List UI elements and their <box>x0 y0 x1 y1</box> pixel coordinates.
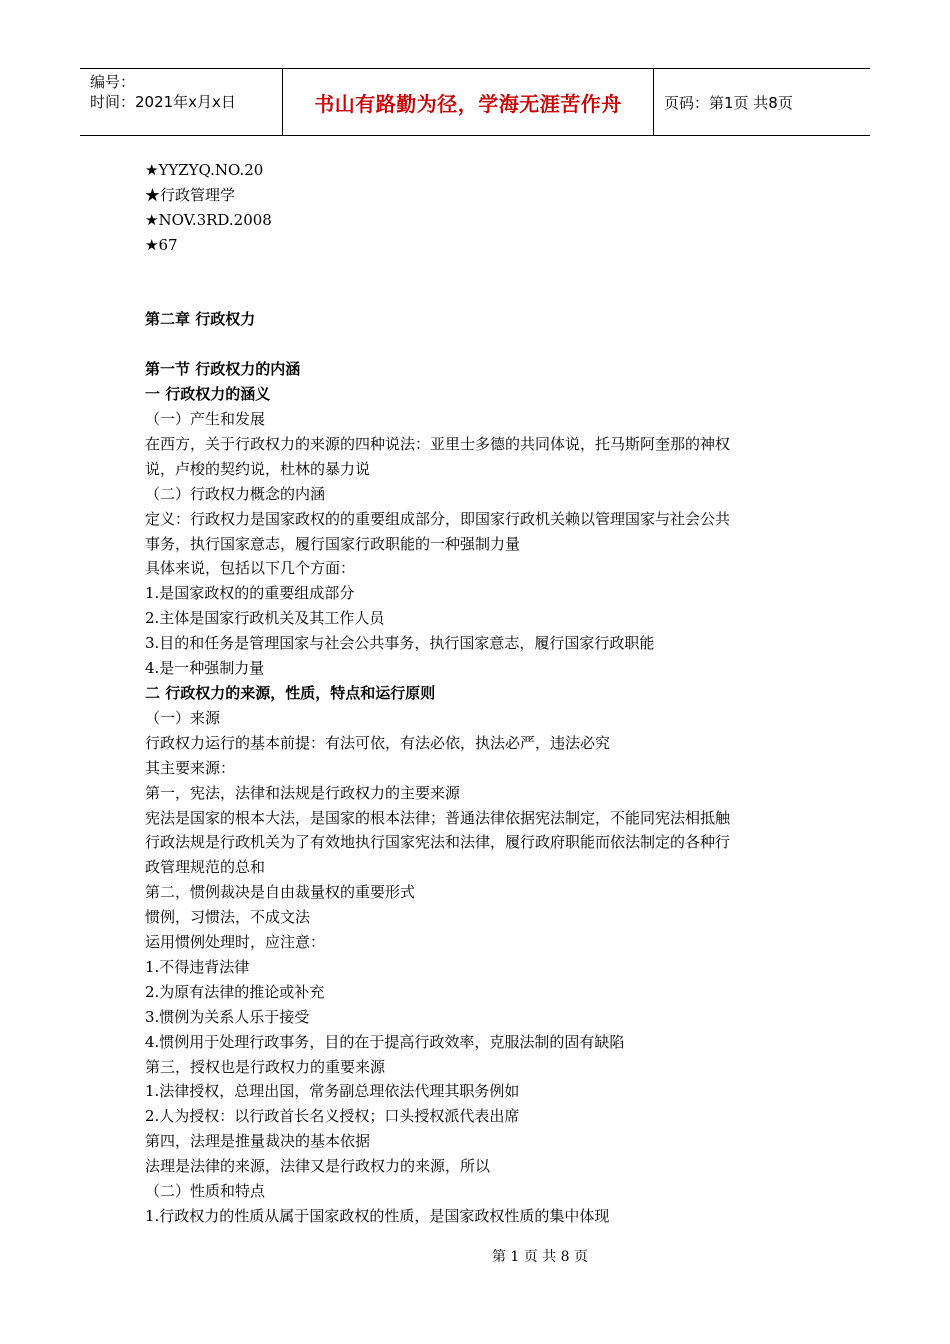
text-line: 1.是国家政权的的重要组成部分 <box>145 584 355 603</box>
header-date-label: 时间：2021年x月x日 <box>90 93 236 111</box>
header-page-label: 页码：第1页 共8页 <box>664 93 793 112</box>
text-line: 1.行政权力的性质从属于国家政权的性质，是国家政权性质的集中体现 <box>145 1207 610 1226</box>
text-line: 法理是法律的来源，法律又是行政权力的来源，所以 <box>145 1157 491 1176</box>
header-number-label: 编号： <box>90 73 136 91</box>
text-line: 宪法是国家的根本大法，是国家的根本法律；普通法律依据宪法制定，不能同宪法相抵触 <box>145 808 731 827</box>
text-line: （一）来源 <box>145 708 221 727</box>
text-line: 4.惯例用于处理行政事务，目的在于提高行政效率，克服法制的固有缺陷 <box>145 1032 625 1051</box>
header-motto: 书山有路勤为径，学海无涯苦作舟 <box>314 91 622 116</box>
text-line: ★YYZYQ.NO.20 <box>145 161 264 179</box>
text-line: 事务，执行国家意志，履行国家行政职能的一种强制力量 <box>145 534 521 553</box>
header-meta-cell <box>80 69 282 135</box>
text-line: 2.人为授权：以行政首长名义授权；口头授权派代表出席 <box>145 1107 520 1126</box>
text-line: ★67 <box>145 235 178 254</box>
blank-line <box>145 332 810 357</box>
text-line: 惯例，习惯法，不成文法 <box>145 908 311 927</box>
text-line: 定义：行政权力是国家政权的的重要组成部分，即国家行政机关赖以管理国家与社会公共 <box>145 509 731 528</box>
text-line: 行政法规是行政机关为了有效地执行国家宪法和法律，履行政府职能而依法制定的各种行 <box>145 833 731 852</box>
text-line: 第四，法理是推量裁决的基本依据 <box>145 1132 371 1151</box>
blank-line <box>145 258 810 283</box>
page-footer <box>0 1246 950 1266</box>
blank-line <box>145 283 810 308</box>
text-line: 第一，宪法，法律和法规是行政权力的主要来源 <box>145 783 461 802</box>
heading-line: 二 行政权力的来源，性质，特点和运行原则 <box>145 683 436 702</box>
header-page-cell <box>654 69 870 135</box>
document-header <box>80 68 870 136</box>
text-line: 3.惯例为关系人乐于接受 <box>145 1007 310 1026</box>
text-line: 说，卢梭的契约说，杜林的暴力说 <box>145 459 371 478</box>
text-line: 政管理规范的总和 <box>145 858 266 877</box>
heading-line: 第二章 行政权力 <box>145 310 256 329</box>
text-line: 1.不得违背法律 <box>145 957 250 976</box>
text-line: 运用惯例处理时，应注意： <box>145 933 326 952</box>
document-body <box>145 158 810 1229</box>
text-line: 行政权力运行的基本前提：有法可依，有法必依，执法必严，违法必究 <box>145 733 611 752</box>
text-line: 4.是一种强制力量 <box>145 659 265 678</box>
text-line: 3.目的和任务是管理国家与社会公共事务，执行国家意志，履行国家行政职能 <box>145 634 655 653</box>
heading-line: 第一节 行政权力的内涵 <box>145 360 301 379</box>
text-line: 其主要来源： <box>145 758 236 777</box>
text-line: （一）产生和发展 <box>145 410 266 429</box>
text-line: （二）性质和特点 <box>145 1182 266 1201</box>
text-line: 在西方，关于行政权力的来源的四种说法：亚里士多德的共同体说，托马斯阿奎那的神权 <box>145 434 731 453</box>
text-line: （二）行政权力概念的内涵 <box>145 484 326 503</box>
text-line: 2.为原有法律的推论或补充 <box>145 982 325 1001</box>
text-line: 第二，惯例裁决是自由裁量权的重要形式 <box>145 883 416 902</box>
header-motto-cell <box>282 69 654 135</box>
text-line: 2.主体是国家行政机关及其工作人员 <box>145 609 385 628</box>
text-line: 具体来说，包括以下几个方面： <box>145 559 356 578</box>
footer-page-number: 第 1 页 共 8 页 <box>491 1249 589 1265</box>
text-line: 第三，授权也是行政权力的重要来源 <box>145 1057 386 1076</box>
text-line: ★行政管理学 <box>145 185 236 204</box>
text-line: 1.法律授权，总理出国，常务副总理依法代理其职务例如 <box>145 1082 520 1101</box>
text-line: ★NOV.3RD.2008 <box>145 210 272 229</box>
heading-line: 一 行政权力的涵义 <box>145 385 271 404</box>
